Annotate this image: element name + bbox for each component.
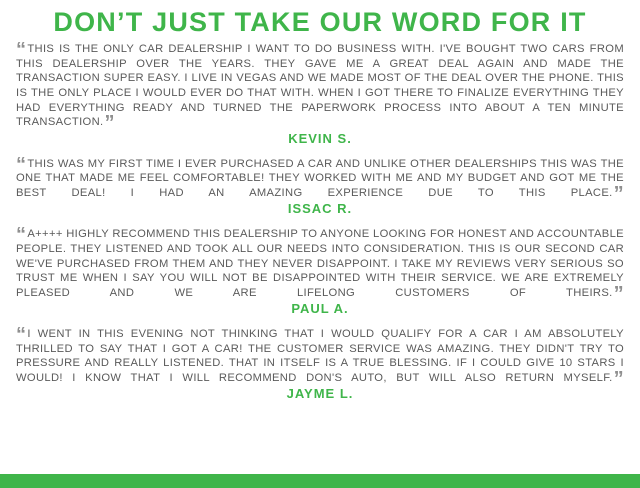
testimonial-author: JAYME L. [286,386,354,402]
testimonial-author: PAUL A. [291,301,349,317]
page-title: DON’T JUST TAKE OUR WORD FOR IT [53,7,587,37]
open-quote-icon: “ [16,39,27,62]
open-quote-icon: “ [16,324,27,347]
open-quote-icon: “ [16,224,27,247]
testimonial-author: KEVIN S. [288,130,352,146]
testimonial-text-wrapper [16,224,624,305]
testimonial-text-wrapper [16,153,624,205]
close-quote-icon: ” [104,112,115,135]
testimonials-page [0,8,640,488]
testimonial-author: ISSAC R. [287,201,353,217]
open-quote-icon: “ [16,153,27,176]
testimonial-text-wrapper [16,324,624,390]
close-quote-icon: ” [613,282,624,305]
testimonial-text: THIS WAS MY FIRST TIME I EVER PURCHASED A CAR AND UNLIKE OTHER DEALERSHIPS THIS WAS THE ONE THAT MADE ME FEEL COMFORTABLE! THEY WORKED WITH ME AND MY BUDGET AND GOT ME THE BEST DEAL! I HAD AN AMAZING EXPERIENCE DUE TO THIS PLACE. [16,157,624,199]
testimonial-item [16,324,624,402]
testimonial-text: A++++ HIGHLY RECOMMEND THIS DEALERSHIP TO ANYONE LOOKING FOR HONEST AND ACCOUNTABLE PEOPLE. THEY LISTENED AND TOOK ALL OUR NEEDS INTO CONSIDERATION. THIS IS OUR SECOND CAR WE'VE PURCHASED FROM THEM AND THEY NEVER DISAPPOINT. I TAKE MY REVIEWS VERY SERIOUS SO TRUST ME WHEN I SAY YOU WILL NOT BE DISAPPOINTED WITH THEIR SERVICE. WE ARE EXTREMELY PLEASED AND WE ARE LIFELONG CUSTOMERS OF THEIRS. [16,228,624,299]
testimonial-item [16,39,624,146]
testimonial-text: THIS IS THE ONLY CAR DEALERSHIP I WANT TO DO BUSINESS WITH. I'VE BOUGHT TWO CARS FROM THIS DEALERSHIP OVER THE YEARS. THEY GAVE ME A GREAT DEAL AGAIN AND MADE THE TRANSACTION SUPER EASY. I LIVE IN VEGAS AND WE MADE MOST OF THE DEAL OVER THE PHONE. THIS IS THE ONLY PLACE I WOULD EVER DO THAT WITH. WHEN I GOT THERE TO FINALIZE EVERYTHING THEY HAD EVERYTHING READY AND TURNED THE PAPERWORK PROCESS INTO ABOUT A TEN MINUTE TRANSACTION. [16,43,624,129]
footer-accent-bar [0,474,640,488]
close-quote-icon: ” [613,182,624,205]
testimonial-item [16,153,624,217]
testimonial-item [16,224,624,317]
testimonial-text: I WENT IN THIS EVENING NOT THINKING THAT I WOULD QUALIFY FOR A CAR I AM ABSOLUTELY THRILLED TO SAY THAT I GOT A CAR! THE CUSTOMER SERVICE WAS AMAZING. THEY DIDN'T TRY TO PRESSURE AND REALLY LISTENED. THAT IN ITSELF IS A TRUE BLESSING. IF I COULD GIVE 10 STARS I WOULD! I KNOW THAT I WILL RECOMMEND DON'S AUTO, BUT WILL ALSO RETURN MYSELF. [16,328,624,384]
testimonial-text-wrapper [16,39,624,135]
close-quote-icon: ” [613,367,624,390]
testimonial-list [0,39,640,402]
